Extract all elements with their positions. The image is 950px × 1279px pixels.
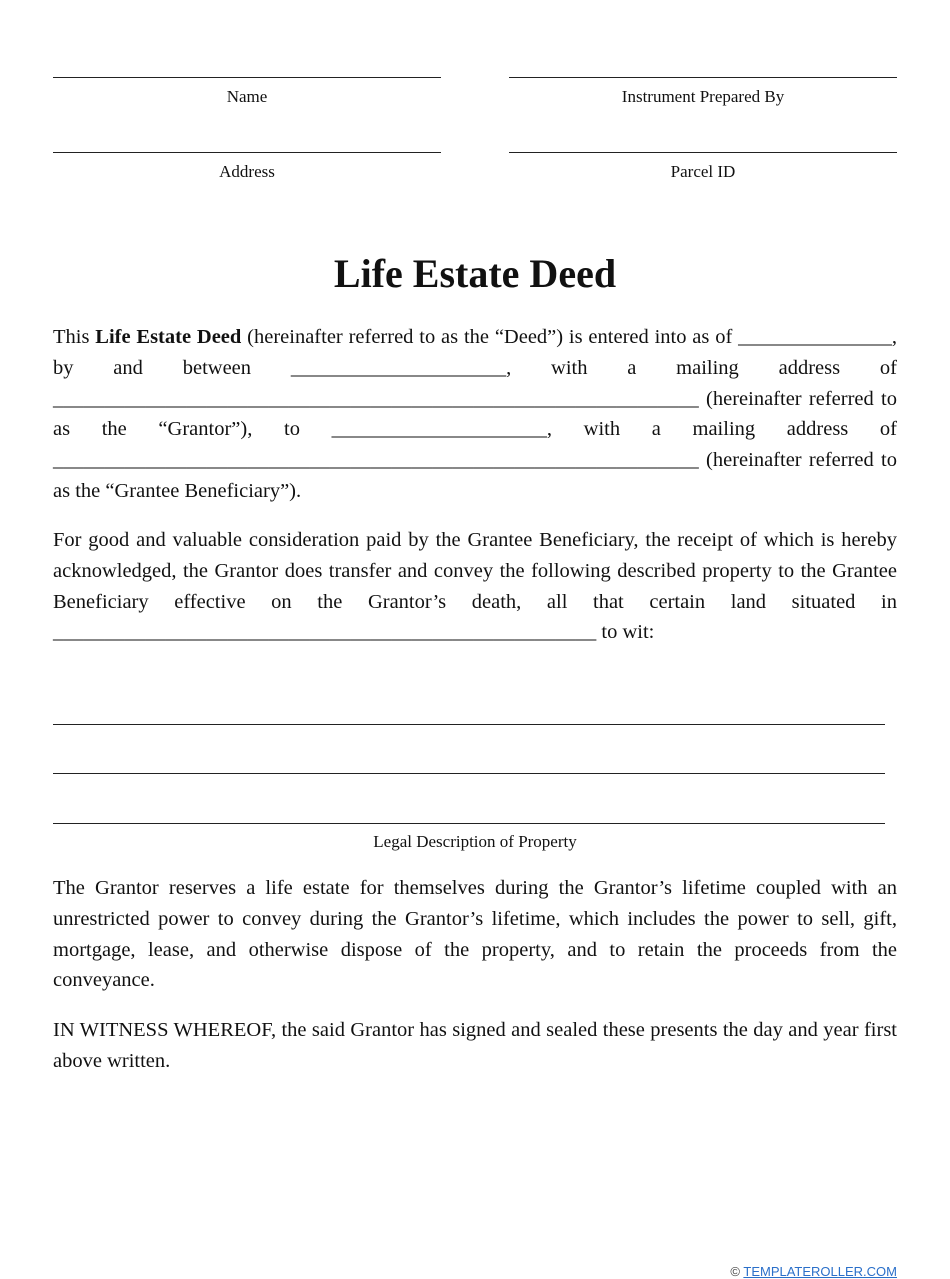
reservation-paragraph: The Grantor reserves a life estate for themselves during the Grantor’s lifetime coupled with an unrestricted power to convey during the Grantor’s lifetime, which includes the power to sell, gift, mortgage, lease, and otherwise dispose of the property, and to retain the proceeds from the conveyance. [53,877,897,992]
grantee-address-blank[interactable]: _______________________________________________________________ [53,449,699,472]
legal-description-label: Legal Description of Property [373,832,577,851]
intro-text-7: (hereinafter referred to as the “Grantee Beneficiary”). [53,449,897,502]
templateroller-link[interactable]: TEMPLATEROLLER.COM [743,1264,897,1279]
intro-text-1: This [53,326,96,348]
name-signature-line [53,77,441,78]
prepared-by-field[interactable] [509,77,897,107]
address-label: Address [219,162,275,181]
prepared-by-line [509,77,897,78]
legal-description-line-3[interactable] [53,823,885,824]
witness-paragraph: IN WITNESS WHEREOF, the said Grantor has signed and sealed these presents the day and year first above written. [53,1019,897,1072]
consideration-text: For good and valuable consideration paid by the Grantee Beneficiary, the receipt of which is hereby acknowledged, the Grantor does transfer and convey the following described property to the Grantee Beneficiary effective on the Grantor’s death, all that certain land situated in [53,529,897,613]
intro-text-5: (hereinafter referred to as the “Grantor”), to [53,387,897,441]
copyright-symbol: © [730,1264,744,1279]
legal-description-line-1[interactable] [53,724,885,725]
address-line [53,152,441,153]
grantor-name-blank[interactable]: _____________________ [290,356,507,379]
intro-text-2: (hereinafter referred to as the “Deed”) is entered into as of [241,326,739,348]
land-location-blank[interactable]: _____________________________________________________ [53,621,597,644]
name-label: Name [226,87,268,106]
grantee-name-blank[interactable]: _____________________ [331,418,547,441]
intro-text-4: , with a mailing address of [506,356,897,379]
grantor-address-blank[interactable]: _______________________________________________________________ [53,387,699,410]
footer-watermark [730,1265,897,1279]
intro-text-3: , by and between [53,326,898,379]
legal-description-line-2[interactable] [53,773,885,774]
intro-paragraph [53,322,897,507]
parcel-id-line [509,152,897,153]
name-field[interactable] [53,77,441,107]
parcel-id-label: Parcel ID [670,162,736,181]
address-field[interactable] [53,152,441,182]
parcel-id-field[interactable] [509,152,897,182]
prepared-by-label: Instrument Prepared By [621,87,785,106]
consideration-tail: to wit: [596,621,655,644]
consideration-paragraph [53,525,897,648]
document-title: Life Estate Deed [333,251,617,296]
intro-deed-name: Life Estate Deed [95,326,242,348]
intro-text-6: , with a mailing address of [546,418,898,441]
date-blank[interactable]: _______________ [738,326,892,348]
